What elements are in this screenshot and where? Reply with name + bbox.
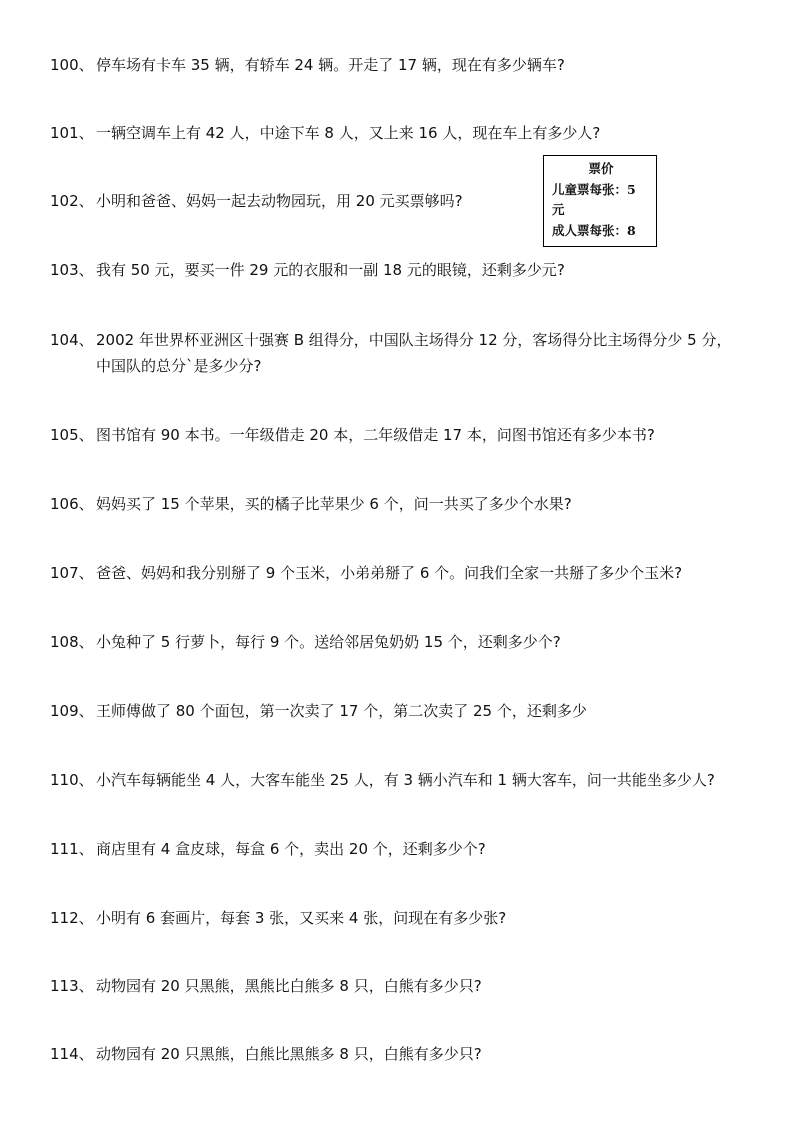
problem-110 [50, 767, 715, 793]
problem-number: 107、 [50, 564, 94, 582]
problem-text: 商店里有 4 盒皮球，每盒 6 个，卖出 20 个，还剩多少个? [96, 840, 486, 858]
problem-number: 102、 [50, 192, 94, 210]
problem-number: 101、 [50, 124, 94, 142]
problem-number: 100、 [50, 56, 94, 74]
ticket-price-title: 票价 [588, 161, 614, 176]
problem-text: 妈妈买了 15 个苹果，买的橘子比苹果少 6 个，问一共买了多少个水果? [96, 495, 572, 513]
problem-105 [50, 422, 655, 448]
child-ticket-price-unit: 元 [552, 202, 565, 217]
problem-text: 小明有 6 套画片，每套 3 张，又买来 4 张，问现在有多少张? [96, 909, 507, 927]
problem-text: 动物园有 20 只黑熊，白熊比黑熊多 8 只，白熊有多少只? [96, 1045, 482, 1063]
problem-text: 小汽车每辆能坐 4 人，大客车能坐 25 人，有 3 辆小汽车和 1 辆大客车，问一共能坐多少人? [96, 771, 715, 789]
problem-number: 103、 [50, 261, 94, 279]
problem-text: 2002 年世界杯亚洲区十强赛 B 组得分，中国队主场得分 12 分，客场得分比主场得分少 5 分， [96, 331, 732, 349]
problem-101 [50, 120, 600, 146]
problem-106 [50, 491, 572, 517]
problem-111 [50, 836, 486, 862]
problem-100 [50, 52, 565, 78]
problem-113 [50, 973, 482, 999]
problem-108 [50, 629, 561, 655]
problem-number: 110、 [50, 771, 94, 789]
problem-number: 109、 [50, 702, 94, 720]
problem-103 [50, 257, 565, 283]
problem-number: 106、 [50, 495, 94, 513]
problem-number: 112、 [50, 909, 94, 927]
problem-number: 104、 [50, 331, 94, 349]
problem-number: 114、 [50, 1045, 94, 1063]
adult-ticket-price: 成人票每张：8 [552, 222, 636, 238]
problem-112 [50, 905, 506, 931]
problem-107 [50, 560, 682, 586]
problem-text: 爸爸、妈妈和我分别掰了 9 个玉米，小弟弟掰了 6 个。问我们全家一共掰了多少个玉米? [96, 564, 683, 582]
problem-text: 停车场有卡车 35 辆，有轿车 24 辆。开走了 17 辆，现在有多少辆车? [96, 56, 565, 74]
problem-text: 图书馆有 90 本书。一年级借走 20 本，二年级借走 17 本，问图书馆还有多少本书? [96, 426, 655, 444]
problem-number: 108、 [50, 633, 94, 651]
problem-text: 王师傅做了 80 个面包，第一次卖了 17 个，第二次卖了 25 个，还剩多少 [96, 702, 587, 720]
problem-109 [50, 698, 587, 724]
problem-number: 111、 [50, 840, 94, 858]
ticket-price-box [543, 155, 657, 247]
problem-number: 113、 [50, 977, 94, 995]
problem-text: 一辆空调车上有 42 人，中途下车 8 人，又上来 16 人，现在车上有多少人? [96, 124, 601, 142]
problem-text: 动物园有 20 只黑熊，黑熊比白熊多 8 只，白熊有多少只? [96, 977, 482, 995]
problem-text: 小兔种了 5 行萝卜，每行 9 个。送给邻居兔奶奶 15 个，还剩多少个? [96, 633, 561, 651]
problem-text: 小明和爸爸、妈妈一起去动物园玩，用 20 元买票够吗? [96, 192, 463, 210]
problem-text: 我有 50 元，要买一件 29 元的衣服和一副 18 元的眼镜，还剩多少元? [96, 261, 565, 279]
problem-104-continuation: 中国队的总分`是多少分? [96, 357, 262, 375]
problem-114 [50, 1041, 482, 1067]
problem-104 [50, 327, 731, 353]
problem-number: 105、 [50, 426, 94, 444]
problem-102 [50, 188, 463, 214]
child-ticket-price: 儿童票每张：5 [552, 181, 636, 197]
